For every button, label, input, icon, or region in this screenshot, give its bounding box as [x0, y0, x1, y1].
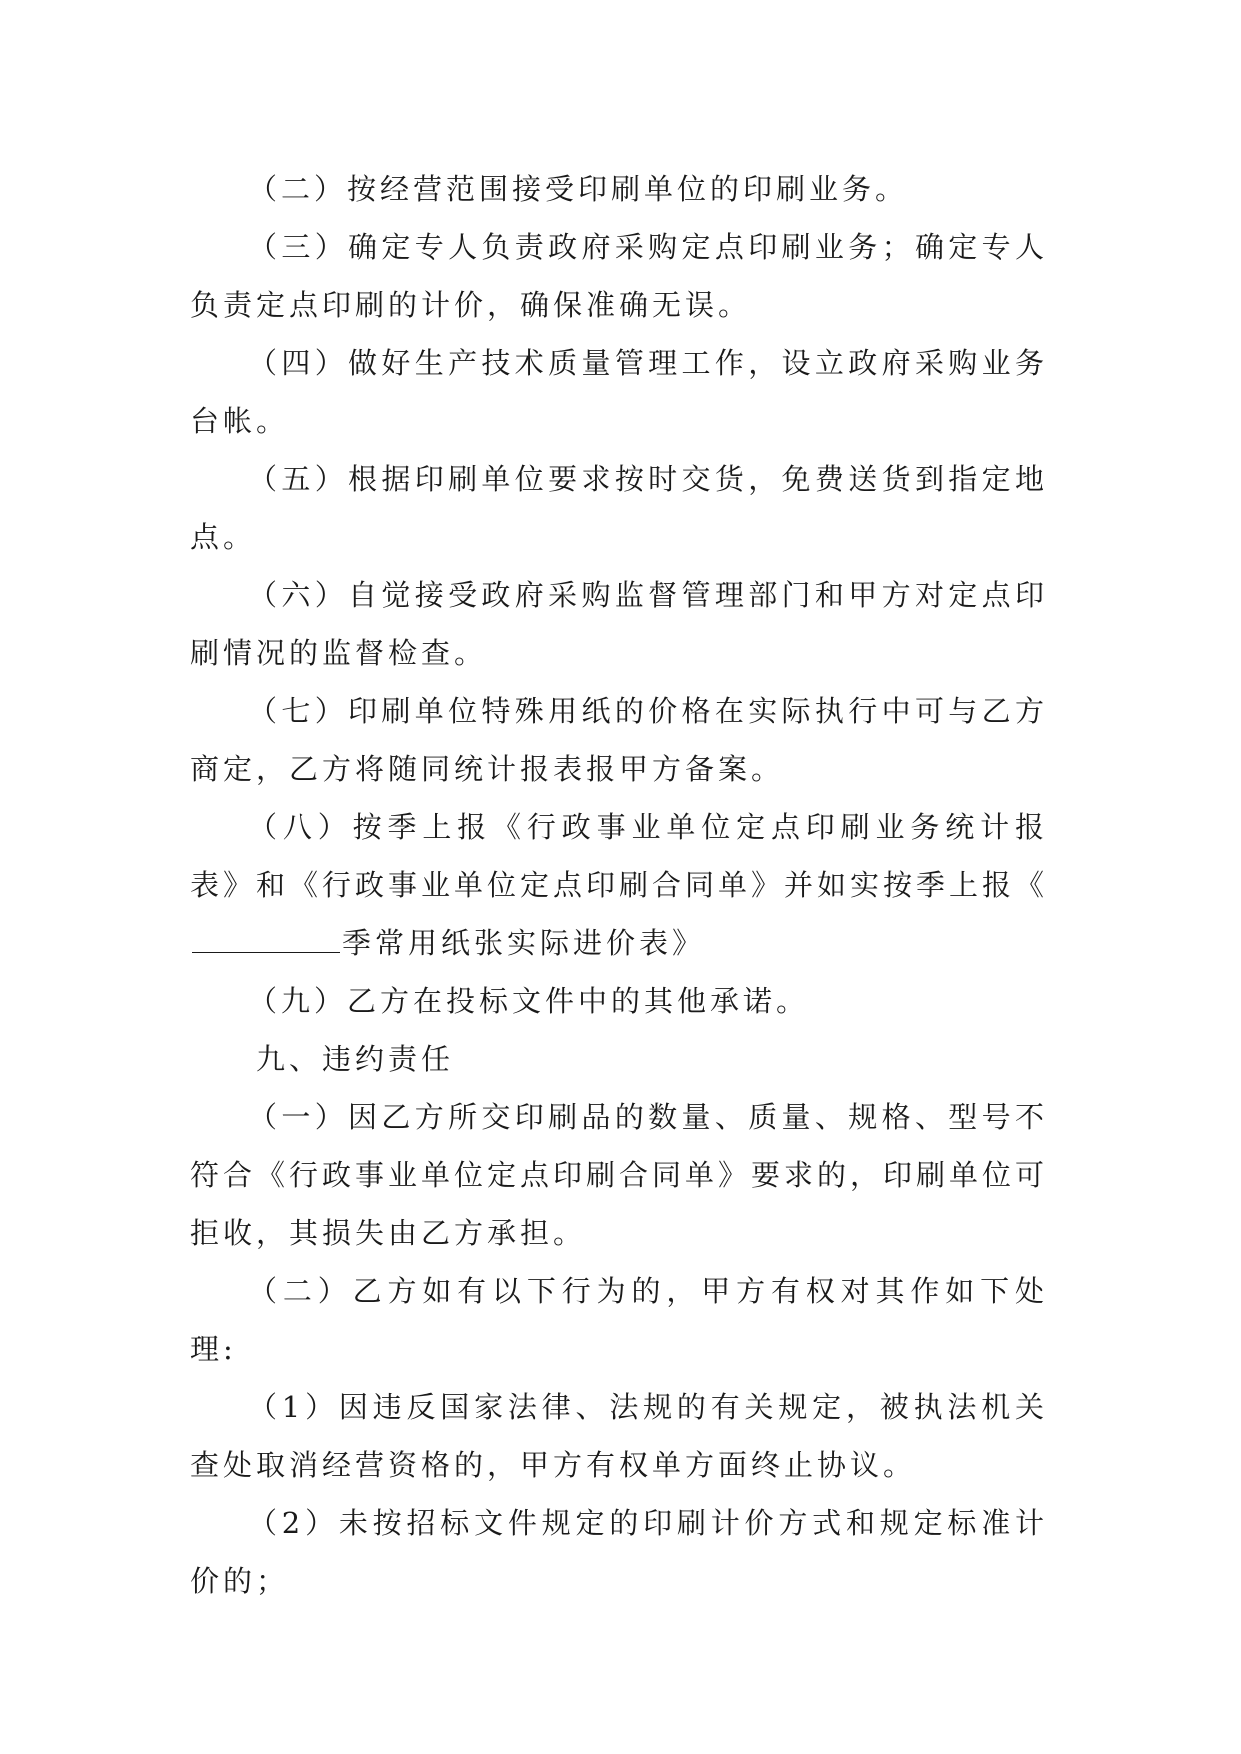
paragraph-8-text-after: 季常用纸张实际进价表》	[342, 926, 706, 960]
paragraph-8	[190, 798, 1048, 972]
paragraph-7: （七）印刷单位特殊用纸的价格在实际执行中可与乙方商定，乙方将随同统计报表报甲方备案。	[190, 694, 1048, 786]
paragraph-3: （三）确定专人负责政府采购定点印刷业务；确定专人负责定点印刷的计价，确保准确无误。	[190, 230, 1048, 322]
document-body	[190, 160, 1048, 1610]
fill-in-blank-line	[192, 926, 340, 953]
liability-item-2: （2）未按招标文件规定的印刷计价方式和规定标准计价的；	[190, 1506, 1048, 1598]
paragraph-8-text-before: （八）按季上报《行政事业单位定点印刷业务统计报表》和《行政事业单位定点印刷合同单》并如实按季上报《	[190, 810, 1049, 902]
paragraph-2: （二）按经营范围接受印刷单位的印刷业务。	[248, 172, 909, 206]
paragraph-5: （五）根据印刷单位要求按时交货，免费送货到指定地点。	[190, 462, 1048, 554]
paragraph-9: （九）乙方在投标文件中的其他承诺。	[248, 984, 810, 1018]
paragraph-4: （四）做好生产技术质量管理工作，设立政府采购业务台帐。	[190, 346, 1048, 438]
liability-paragraph-1: （一）因乙方所交印刷品的数量、质量、规格、型号不符合《行政事业单位定点印刷合同单》要求的，印刷单位可拒收，其损失由乙方承担。	[190, 1100, 1049, 1250]
liability-item-1: （1）因违反国家法律、法规的有关规定，被执法机关查处取消经营资格的，甲方有权单方面终止协议。	[190, 1390, 1048, 1482]
paragraph-6: （六）自觉接受政府采购监督管理部门和甲方对定点印刷情况的监督检查。	[190, 578, 1048, 670]
section-heading: 九、违约责任	[256, 1042, 455, 1076]
liability-paragraph-2: （二）乙方如有以下行为的，甲方有权对其作如下处理:	[190, 1274, 1048, 1366]
